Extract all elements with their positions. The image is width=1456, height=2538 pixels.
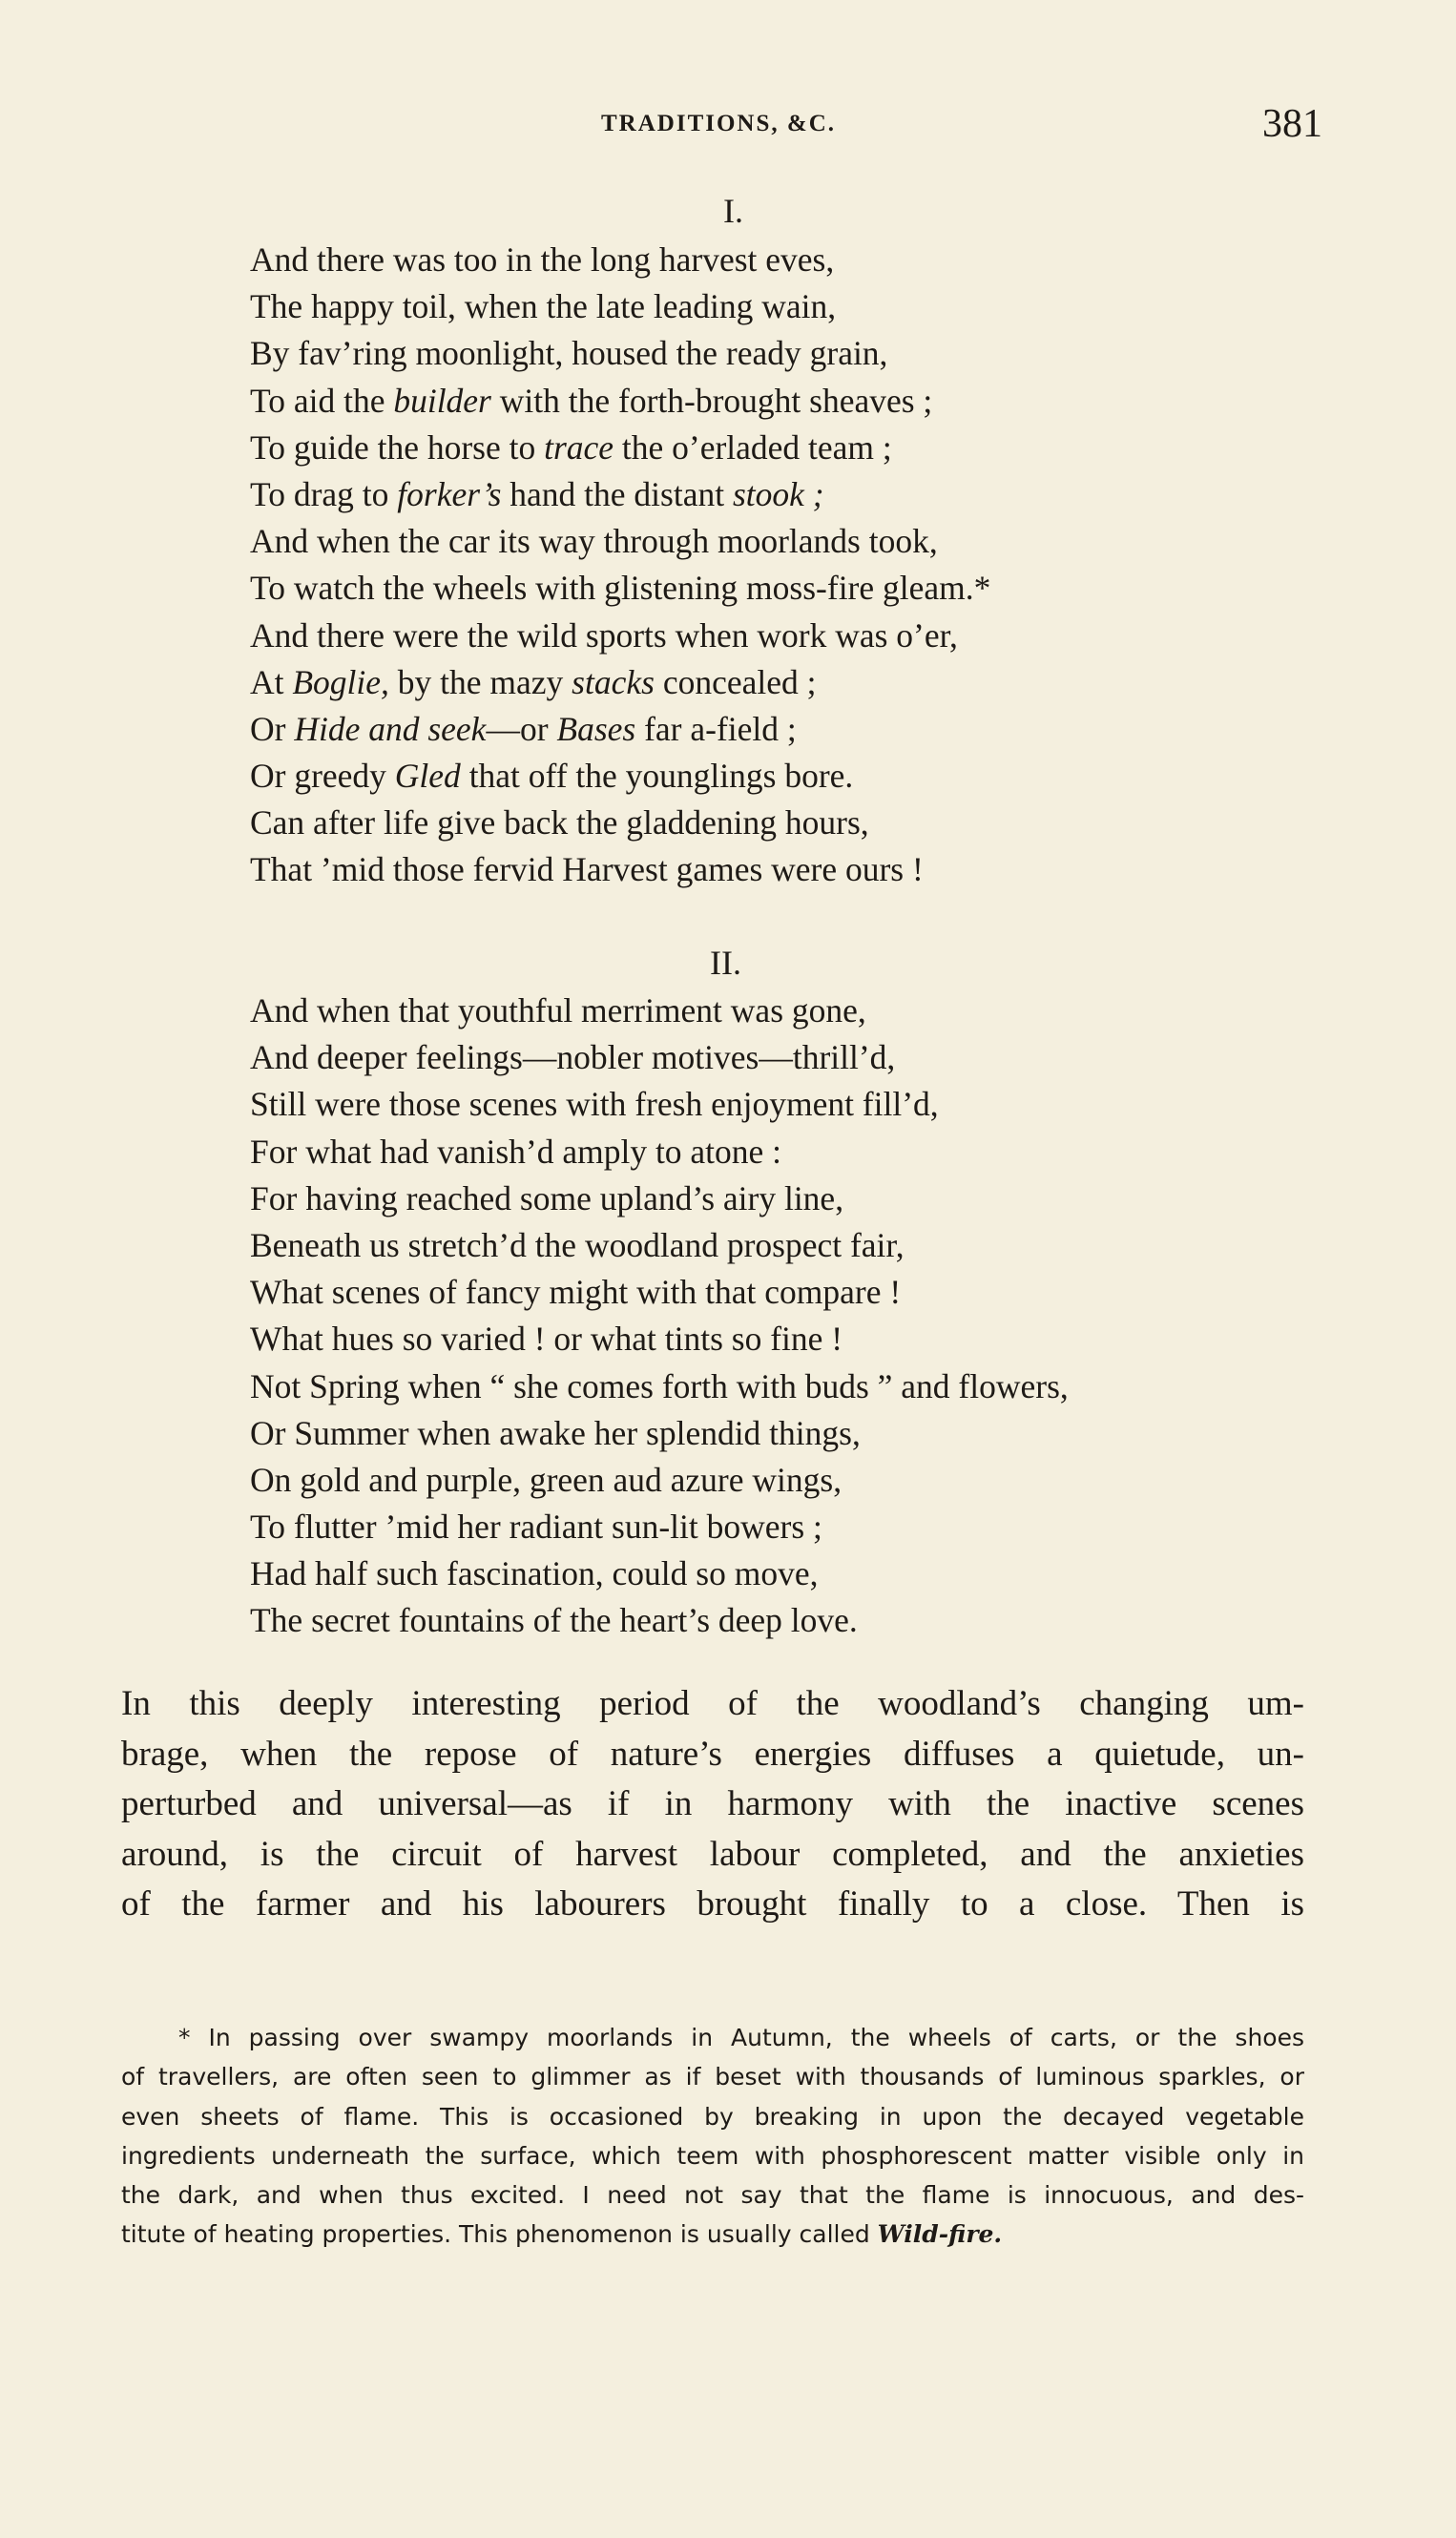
verse-line: Or Hide and seek—or Bases far a-field ; bbox=[250, 709, 797, 748]
stanza-number: II. bbox=[710, 944, 741, 982]
footnote-line: ingredients underneath the surface, which teem with phosphorescent matter visible only in bbox=[121, 2141, 1304, 2170]
running-title: TRADITIONS, &C. bbox=[601, 111, 837, 136]
footnote-line: even sheets of flame. This is occasioned by breaking in upon the decayed vegetable bbox=[121, 2102, 1304, 2131]
verse-line: To flutter ’mid her radiant sun-lit bowers ; bbox=[250, 1508, 822, 1547]
verse-line: By fav’ring moonlight, housed the ready grain, bbox=[250, 334, 888, 373]
poem-stanza bbox=[250, 237, 990, 894]
paragraph-line: In this deeply interesting period of the woodland’s changing um- bbox=[121, 1684, 1304, 1723]
verse-line: Or greedy Gled that off the younglings bore. bbox=[250, 757, 854, 796]
footnote-line: * In passing over swampy moorlands in Autumn, the wheels of carts, or the shoes bbox=[178, 2024, 1304, 2051]
verse-line: And there were the wild sports when work was o’er, bbox=[250, 615, 958, 655]
italic-term: stook ; bbox=[732, 474, 824, 513]
page-header bbox=[0, 102, 1456, 153]
paragraph-line: perturbed and universal—as if in harmony with the inactive scenes bbox=[121, 1784, 1304, 1823]
italic-term: Hide and seek bbox=[294, 709, 487, 748]
italic-term: stacks bbox=[572, 662, 655, 701]
verse-line: That ’mid those fervid Harvest games were ours ! bbox=[250, 850, 924, 889]
page-number: 381 bbox=[1262, 102, 1322, 146]
verse-line: At Boglie, by the mazy stacks concealed ; bbox=[250, 662, 817, 701]
verse-line: For what had vanish’d amply to atone : bbox=[250, 1132, 782, 1171]
verse-line: Can after life give back the gladdening hours, bbox=[250, 803, 869, 843]
verse-line: To guide the horse to trace the o’erladed team ; bbox=[250, 427, 892, 467]
verse-line: Still were those scenes with fresh enjoyment fill’d, bbox=[250, 1085, 939, 1124]
italic-term: Gled bbox=[394, 757, 461, 796]
italic-term: trace bbox=[544, 427, 614, 467]
verse-line: And when that youthful merriment was gone, bbox=[250, 991, 866, 1030]
italic-term: builder bbox=[393, 381, 491, 420]
verse-line: To drag to forker’s hand the distant stook ; bbox=[250, 474, 824, 513]
verse-line: And there was too in the long harvest eves, bbox=[250, 240, 835, 279]
verse-line: And when the car its way through moorlands took, bbox=[250, 522, 938, 561]
verse-line: For having reached some upland’s airy line, bbox=[250, 1178, 844, 1217]
italic-term: Boglie, bbox=[292, 662, 389, 701]
verse-line: Or Summer when awake her splendid things, bbox=[250, 1413, 861, 1452]
stanza-number: I. bbox=[723, 192, 743, 230]
verse-line: And deeper feelings—nobler motives—thrill’d, bbox=[250, 1038, 896, 1077]
italic-term: Wild-fire. bbox=[877, 2220, 1003, 2249]
italic-term: Bases bbox=[556, 709, 636, 748]
paragraph-line: of the farmer and his labourers brought finally to a close. Then is bbox=[121, 1884, 1304, 1924]
verse-line: Beneath us stretch’d the woodland prospect fair, bbox=[250, 1225, 905, 1264]
verse-line: Had half such fascination, could so move, bbox=[250, 1554, 819, 1593]
paragraph-line: around, is the circuit of harvest labour completed, and the anxieties bbox=[121, 1834, 1304, 1874]
verse-line: The secret fountains of the heart’s deep love. bbox=[250, 1601, 858, 1640]
verse-line: To aid the builder with the forth-brought sheaves ; bbox=[250, 381, 933, 420]
verse-line: The happy toil, when the late leading wain, bbox=[250, 287, 837, 326]
footnote-line: titute of heating properties. This phenomenon is usually called Wild-fire. bbox=[121, 2220, 1003, 2249]
body-paragraph bbox=[121, 1679, 1304, 1930]
verse-line: What hues so varied ! or what tints so fine ! bbox=[250, 1320, 843, 1359]
footnote-line: of travellers, are often seen to glimmer as if beset with thousands of luminous sparkles, or bbox=[121, 2063, 1304, 2091]
footnote bbox=[121, 2018, 1304, 2255]
verse-line: On gold and purple, green aud azure wings, bbox=[250, 1460, 842, 1499]
italic-term: forker’s bbox=[397, 474, 502, 513]
footnote-line: the dark, and when thus excited. I need not say that the flame is innocuous, and des- bbox=[121, 2181, 1304, 2210]
verse-line: Not Spring when “ she comes forth with buds ” and flowers, bbox=[250, 1366, 1069, 1405]
poem-stanza bbox=[250, 988, 1069, 1645]
verse-line: What scenes of fancy might with that compare ! bbox=[250, 1273, 902, 1312]
paragraph-line: brage, when the repose of nature’s energies diffuses a quietude, un- bbox=[121, 1734, 1304, 1774]
verse-line: To watch the wheels with glistening moss-fire gleam.* bbox=[250, 569, 991, 608]
